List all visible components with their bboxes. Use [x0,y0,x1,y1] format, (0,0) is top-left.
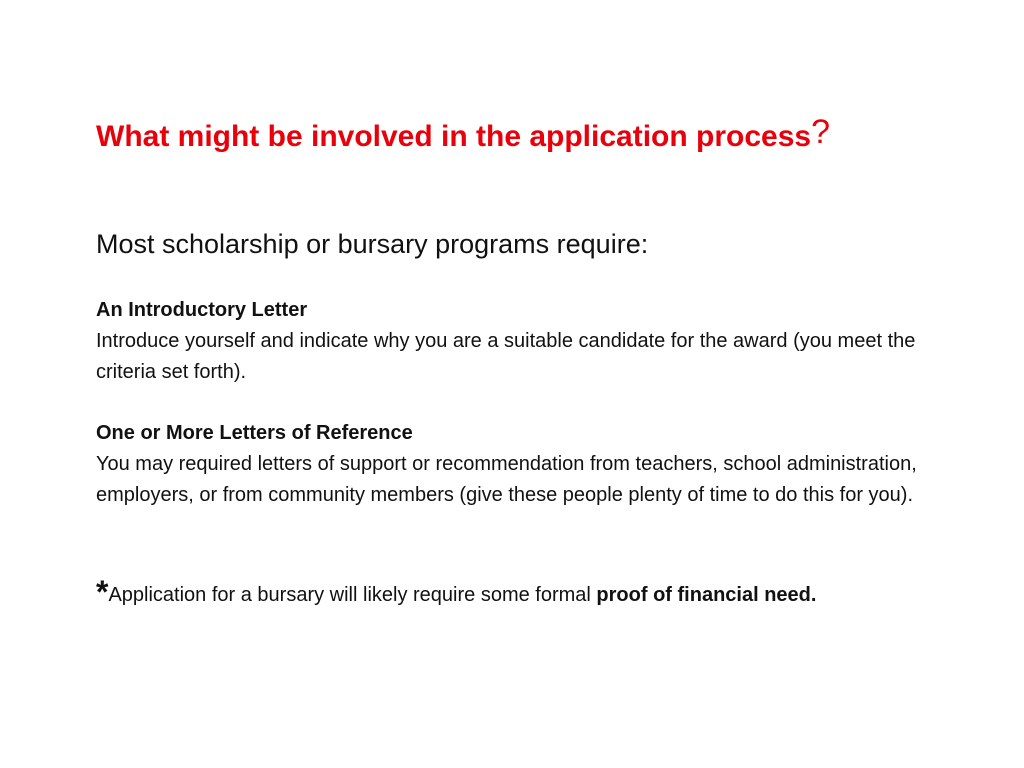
bursary-note-emphasis: proof of financial need. [596,584,817,606]
section-heading: One or More Letters of Reference [96,422,413,444]
section-letters-of-reference [96,418,936,511]
section-heading: An Introductory Letter [96,299,308,321]
slide-title-text: What might be involved in the application process [96,120,812,153]
bursary-note-text: Application for a bursary will likely require some formal [108,584,597,606]
section-introductory-letter [96,295,936,388]
intro-text: Most scholarship or bursary programs require: [96,229,649,259]
slide-title-question-mark: ? [811,113,831,151]
asterisk-marker: * [96,574,109,610]
section-body: You may required letters of support or recommendation from teachers, school administration, employers, or from community members (give these people plenty of time to do this for you). [96,453,917,506]
bursary-note [96,574,816,613]
section-body: Introduce yourself and indicate why you are a suitable candidate for the award (you meet the criteria set forth). [96,330,916,383]
slide-title [96,110,976,159]
